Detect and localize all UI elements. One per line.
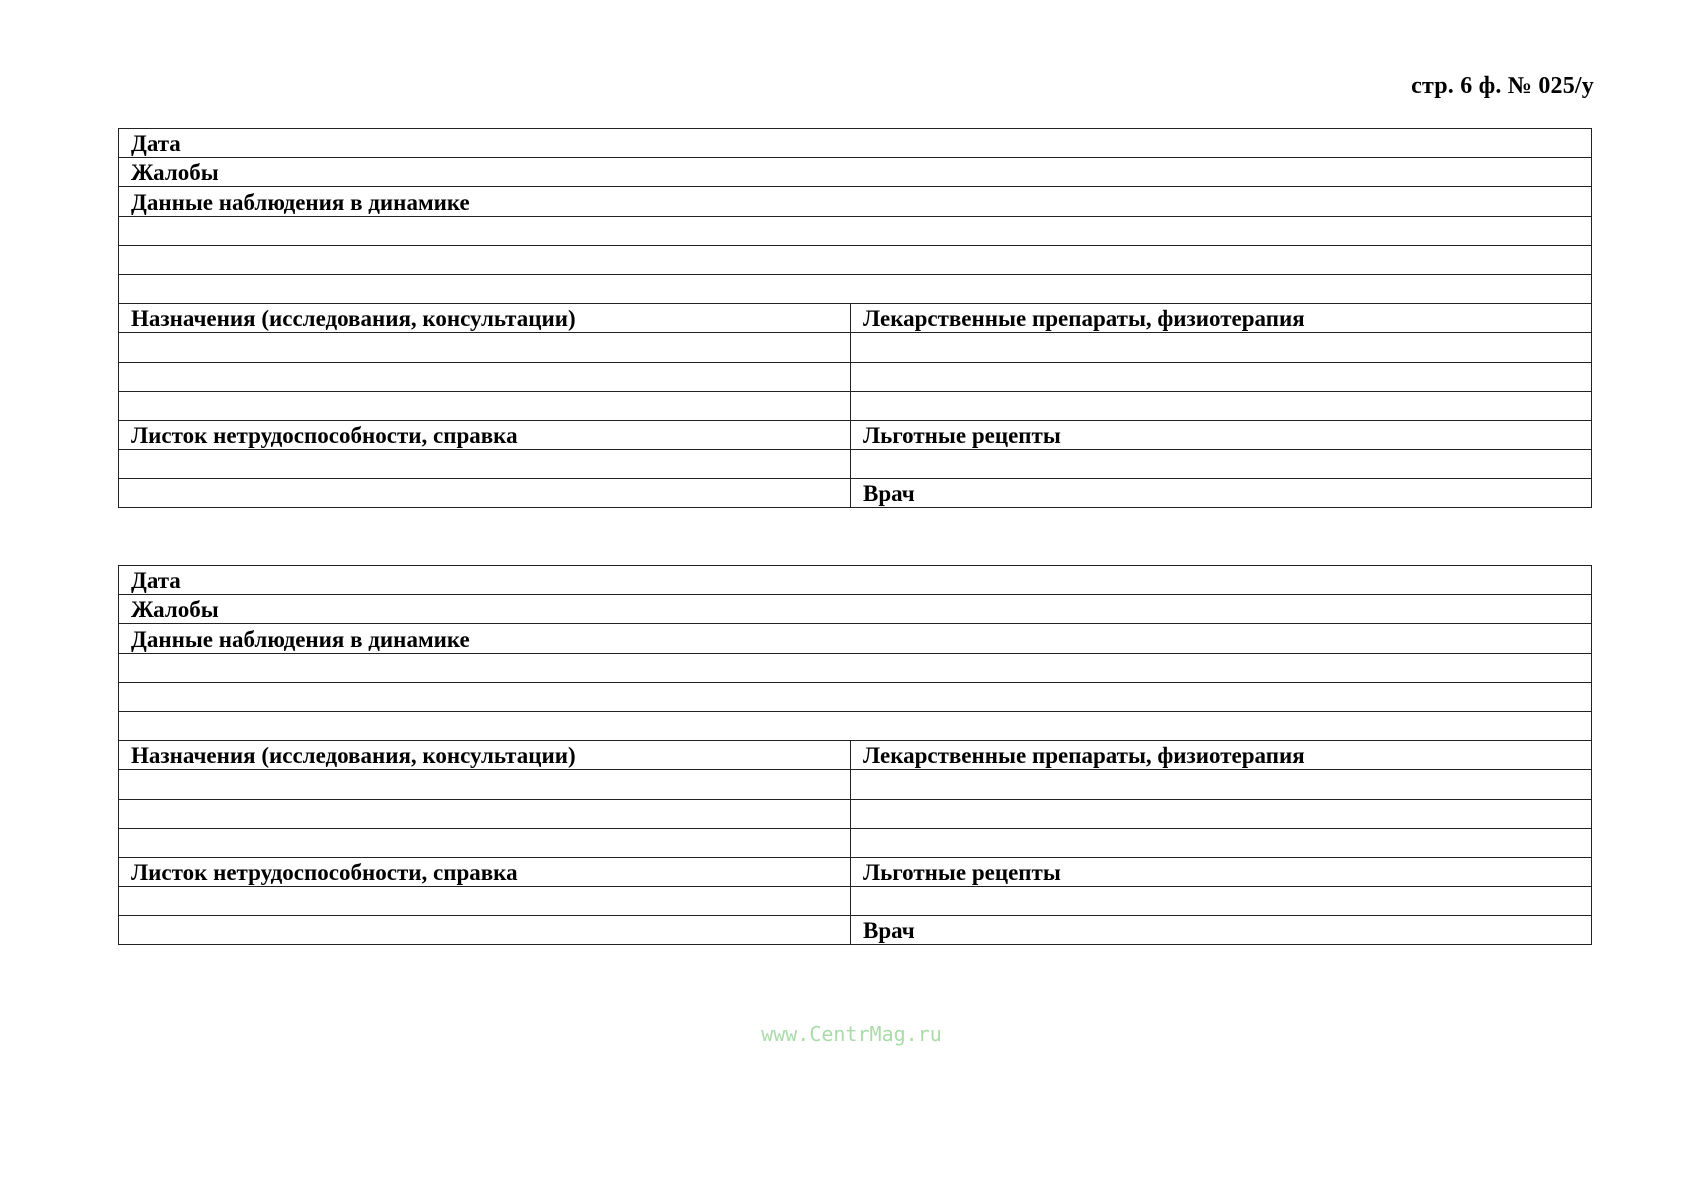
preferential-recipes-blank-line[interactable] — [851, 887, 1592, 916]
preferential-recipes-label: Льготные рецепты — [851, 420, 1592, 449]
prescriptions-blank-line[interactable] — [119, 828, 851, 857]
observation-blank-line[interactable] — [119, 711, 1592, 740]
observation-row — [119, 187, 1592, 216]
complaints-row — [119, 595, 1592, 624]
preferential-recipes-blank-line[interactable] — [851, 450, 1592, 479]
sick-leave-label: Листок нетрудоспособности, справка — [119, 857, 851, 886]
sick-leave-header-row — [119, 420, 1592, 449]
medications-label: Лекарственные препараты, физиотерапия — [851, 741, 1592, 770]
complaints-row — [119, 158, 1592, 187]
prescriptions-label: Назначения (исследования, консультации) — [119, 741, 851, 770]
medications-blank-line[interactable] — [851, 362, 1592, 391]
date-field[interactable]: Дата — [119, 129, 1592, 158]
prescriptions-label: Назначения (исследования, консультации) — [119, 304, 851, 333]
prescriptions-blank-line[interactable] — [119, 333, 851, 362]
page-reference: стр. 6 ф. № 025/у — [1411, 73, 1594, 99]
blank-row — [119, 216, 1592, 245]
medications-blank-line[interactable] — [851, 770, 1592, 799]
watermark-text: www.CentrMag.ru — [761, 1022, 942, 1046]
medications-blank-line[interactable] — [851, 333, 1592, 362]
observation-field[interactable]: Данные наблюдения в динамике — [119, 187, 1592, 216]
prescriptions-blank-line[interactable] — [119, 770, 851, 799]
blank-row — [119, 682, 1592, 711]
prescriptions-blank-line[interactable] — [119, 391, 851, 420]
blank-row — [119, 245, 1592, 274]
blank-row — [119, 653, 1592, 682]
date-field[interactable]: Дата — [119, 566, 1592, 595]
blank-row — [119, 770, 1592, 799]
doctor-row — [119, 479, 1592, 508]
observation-blank-line[interactable] — [119, 682, 1592, 711]
medications-blank-line[interactable] — [851, 828, 1592, 857]
date-row — [119, 129, 1592, 158]
medications-label: Лекарственные препараты, физиотерапия — [851, 304, 1592, 333]
blank-row — [119, 887, 1592, 916]
blank-row — [119, 799, 1592, 828]
doctor-row — [119, 916, 1592, 945]
blank-row — [119, 828, 1592, 857]
blank-row — [119, 274, 1592, 303]
blank-row — [119, 362, 1592, 391]
observation-blank-line[interactable] — [119, 274, 1592, 303]
complaints-field[interactable]: Жалобы — [119, 595, 1592, 624]
sick-leave-blank-line[interactable] — [119, 450, 851, 479]
sick-leave-header-row — [119, 857, 1592, 886]
blank-row — [119, 711, 1592, 740]
sick-leave-blank-line[interactable] — [119, 916, 851, 945]
preferential-recipes-label: Льготные рецепты — [851, 857, 1592, 886]
observation-field[interactable]: Данные наблюдения в динамике — [119, 624, 1592, 653]
complaints-field[interactable]: Жалобы — [119, 158, 1592, 187]
blank-row — [119, 450, 1592, 479]
sick-leave-label: Листок нетрудоспособности, справка — [119, 420, 851, 449]
prescriptions-blank-line[interactable] — [119, 799, 851, 828]
blank-row — [119, 333, 1592, 362]
date-row — [119, 566, 1592, 595]
prescriptions-header-row — [119, 304, 1592, 333]
observation-blank-line[interactable] — [119, 216, 1592, 245]
visit-record-table — [118, 128, 1592, 508]
medications-blank-line[interactable] — [851, 391, 1592, 420]
sick-leave-blank-line[interactable] — [119, 479, 851, 508]
observation-blank-line[interactable] — [119, 653, 1592, 682]
prescriptions-blank-line[interactable] — [119, 362, 851, 391]
sick-leave-blank-line[interactable] — [119, 887, 851, 916]
visit-record-table — [118, 565, 1592, 945]
observation-blank-line[interactable] — [119, 245, 1592, 274]
observation-row — [119, 624, 1592, 653]
prescriptions-header-row — [119, 741, 1592, 770]
medications-blank-line[interactable] — [851, 799, 1592, 828]
blank-row — [119, 391, 1592, 420]
doctor-field[interactable]: Врач — [851, 916, 1592, 945]
doctor-field[interactable]: Врач — [851, 479, 1592, 508]
